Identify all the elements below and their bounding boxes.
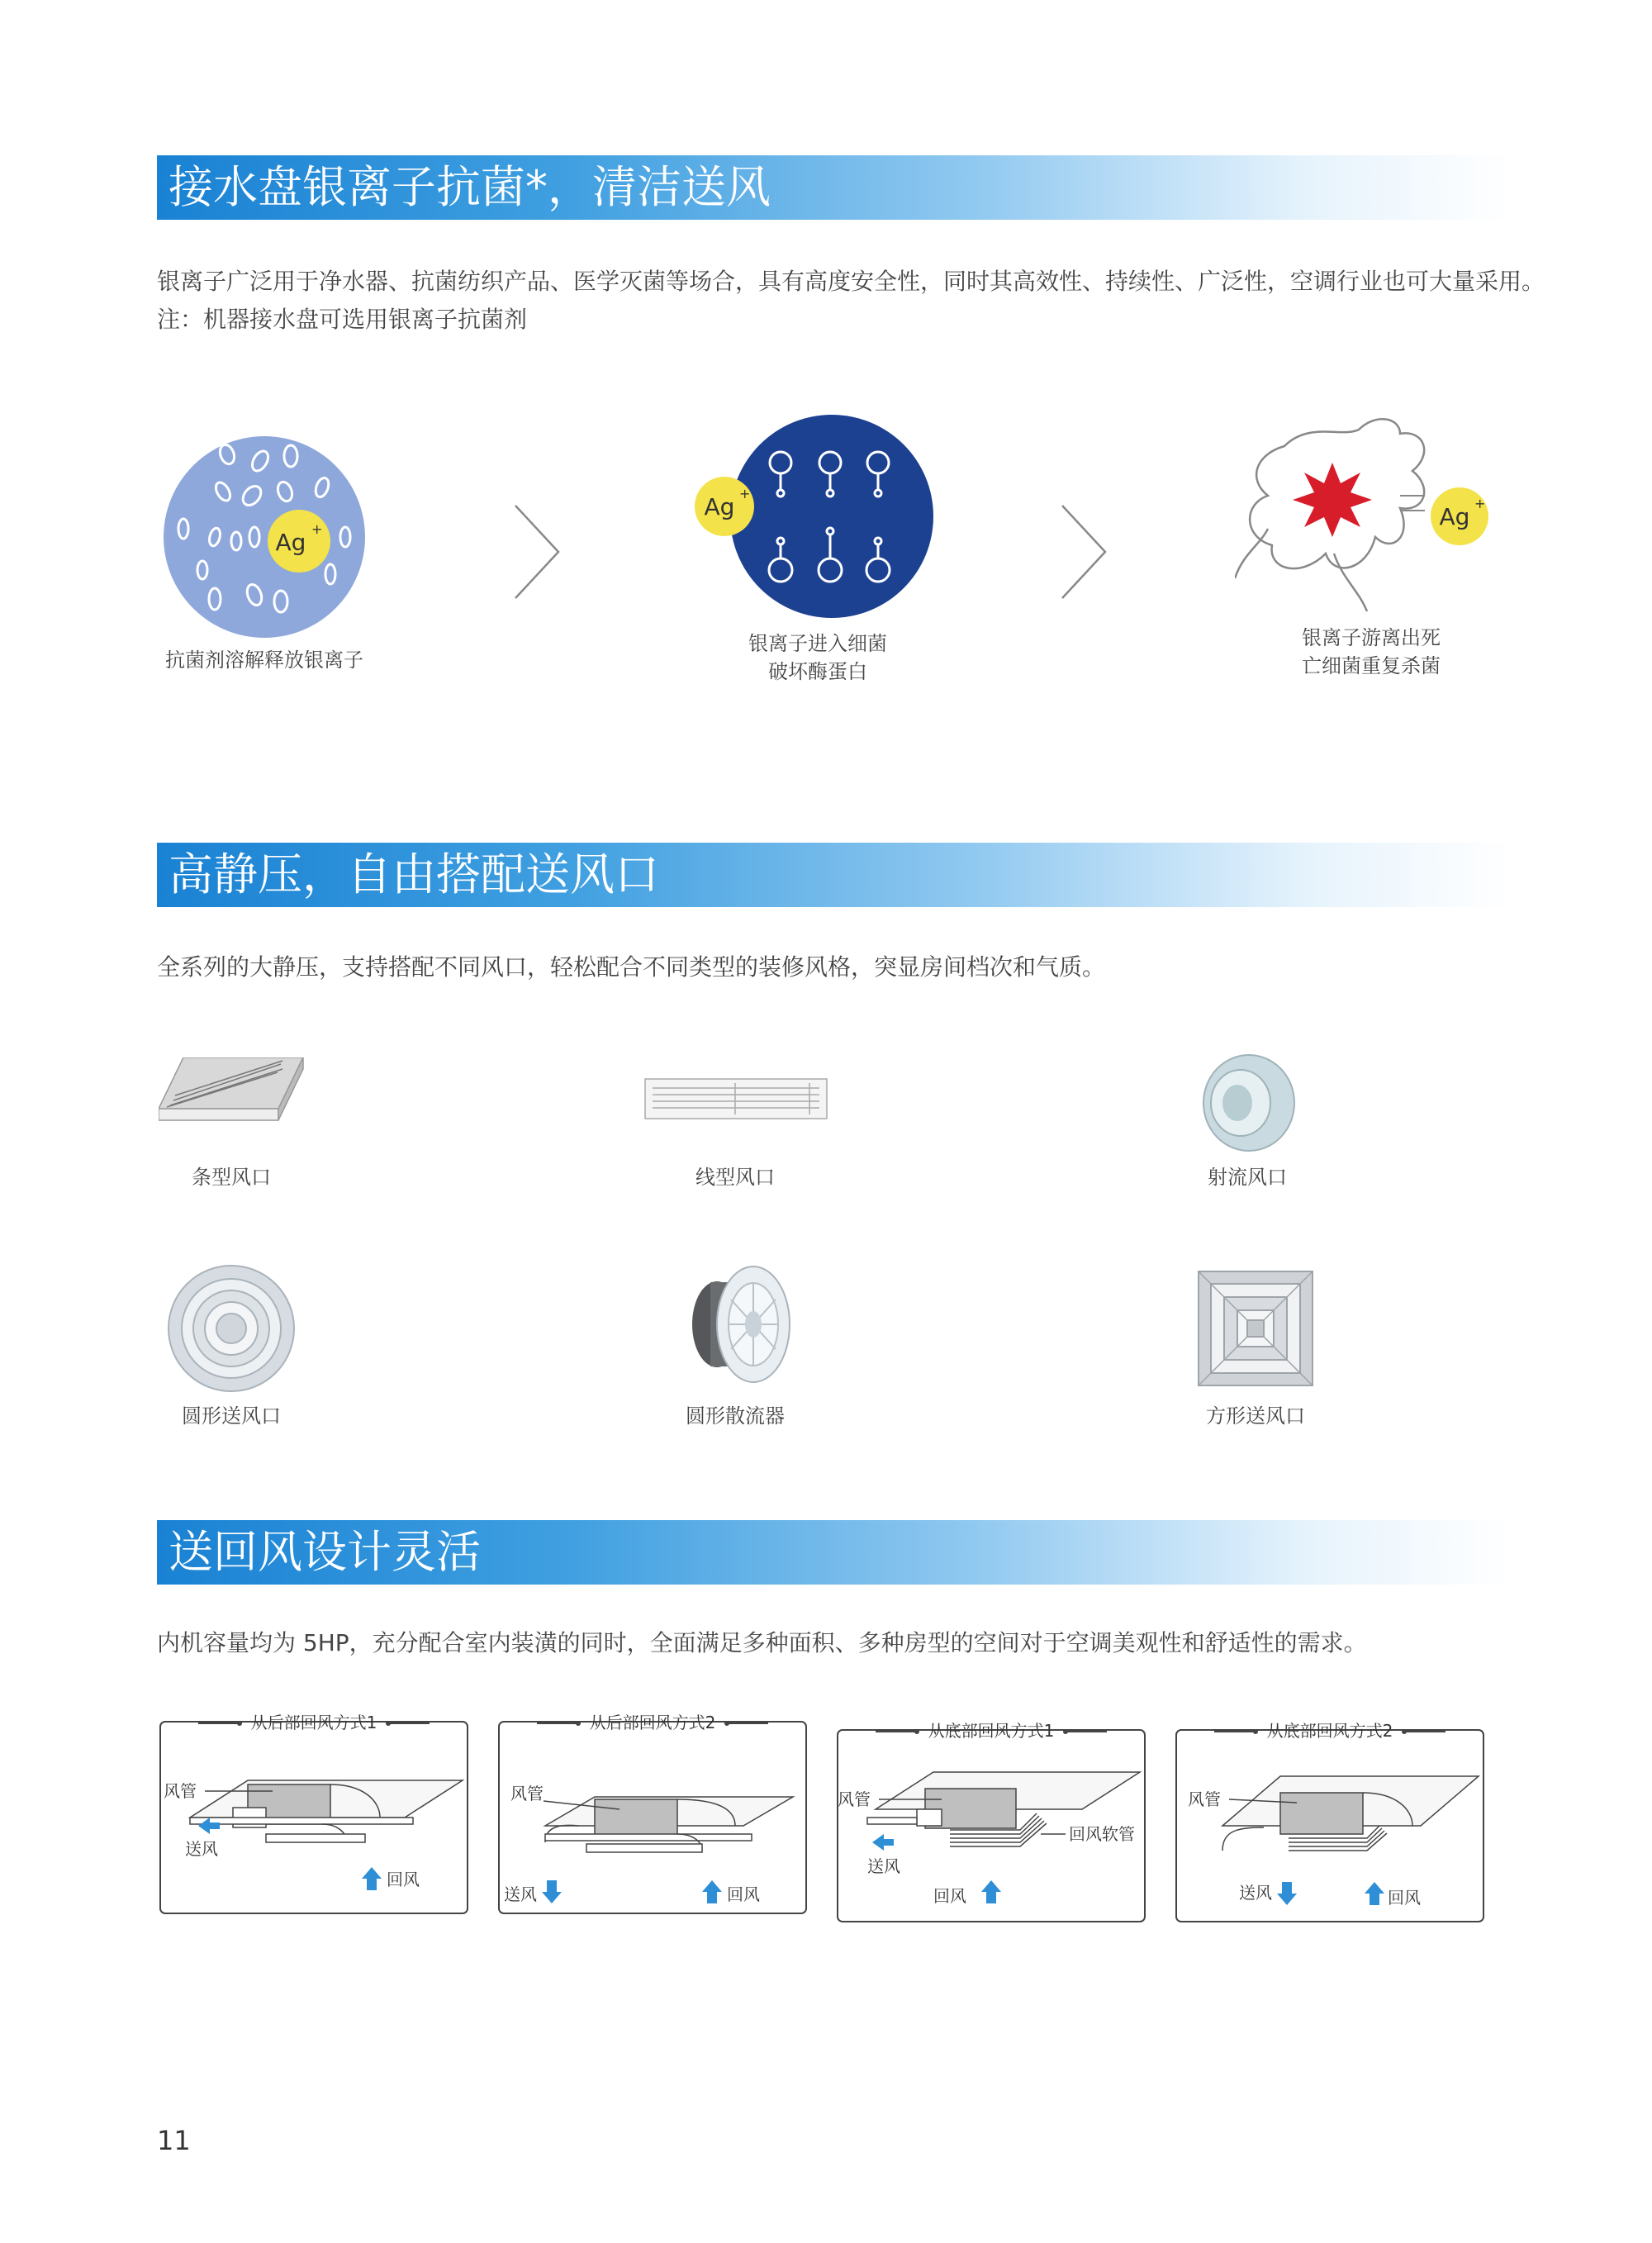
section-title: 送回风设计灵活 [169,1526,481,1578]
ag-ion-label: Ag [704,493,735,520]
page-number: 11 [157,2125,191,2156]
outlet-caption: 圆形散流器 [686,1404,785,1428]
dead-bacteria-illustration [1235,413,1507,611]
ag-ion-sup: + [1474,496,1486,511]
linear-outlet-image [644,1078,828,1119]
section-title: 接水盘银离子抗菌*，清洁送风 [169,161,771,213]
duct-label: 风管 [510,1784,544,1803]
outlet-caption: 圆形送风口 [182,1404,281,1428]
round-diffuser-image [686,1262,793,1386]
outlet-caption: 条型风口 [192,1166,271,1189]
ion-release-illustration [157,430,372,644]
outlet-caption: 射流风口 [1208,1166,1287,1189]
ag-ion-sup: + [739,486,751,501]
duct-label: 风管 [1188,1789,1221,1809]
supply-air-label: 送风 [504,1884,537,1904]
return-air-label: 回风 [933,1886,966,1906]
section-banner-air-return [157,1520,1512,1585]
ag-ion-label: Ag [1439,503,1470,530]
step3-caption: 银离子游离出死 亡细菌重复杀菌 [1302,626,1441,677]
return-air-label: 回风 [727,1884,760,1904]
ag-ion-sup: + [311,521,323,537]
note-line: 注：机器接水盘可选用银离子抗菌剂 [157,306,528,333]
step1-caption: 抗菌剂溶解释放银离子 [165,649,363,672]
rear-return-diagram-1 [157,1702,471,1918]
square-outlet-image [1198,1271,1313,1386]
intro-paragraph: 银离子广泛用于净水器、抗菌纺织产品、医学灭菌等场合，具有高度安全性，同时其高效性、持续性、广泛性，空调行业也可大量采用。 [157,268,1545,295]
chevron-right-icon [1059,502,1108,601]
step2-caption: 银离子进入细菌 破坏酶蛋白 [748,632,887,683]
supply-air-label: 送风 [1239,1883,1272,1903]
section-banner-static-pressure [157,843,1512,907]
duct-label: 风管 [838,1789,871,1809]
diagram-title: 从后部回风方式2 [589,1713,716,1732]
diagram-title: 从底部回风方式2 [1266,1721,1393,1741]
return-air-label: 回风 [387,1870,420,1889]
supply-air-label: 送风 [867,1856,900,1876]
bottom-return-diagram-1 [834,1710,1148,1927]
bottom-return-diagram-2 [1173,1710,1487,1927]
strip-outlet-image [159,1057,307,1140]
rear-return-diagram-2 [496,1702,809,1918]
round-outlet-image [165,1262,297,1395]
static-pressure-description: 全系列的大静压，支持搭配不同风口，轻松配合不同类型的装修风格，突显房间档次和气质。 [157,953,1106,981]
return-hose-label: 回风软管 [1069,1824,1135,1844]
duct-label: 风管 [164,1781,197,1801]
return-air-label: 回风 [1388,1888,1421,1908]
jet-outlet-image [1198,1053,1297,1152]
supply-air-label: 送风 [185,1839,218,1859]
air-return-description: 内机容量均为 5HP，充分配合室内装潢的同时，全面满足多种面积、多种房型的空间对于空调美观性和舒适性的需求。 [157,1629,1367,1656]
section-banner-antibacterial [157,155,1512,220]
outlet-caption: 线型风口 [695,1166,775,1189]
ion-enter-bacteria-illustration [690,409,938,624]
diagram-title: 从后部回风方式1 [250,1713,377,1732]
chevron-right-icon [512,502,562,601]
section-title: 高静压，自由搭配送风口 [169,848,659,901]
diagram-title: 从底部回风方式1 [928,1721,1055,1741]
ag-ion-label: Ag [275,529,306,556]
outlet-caption: 方形送风口 [1206,1404,1305,1428]
